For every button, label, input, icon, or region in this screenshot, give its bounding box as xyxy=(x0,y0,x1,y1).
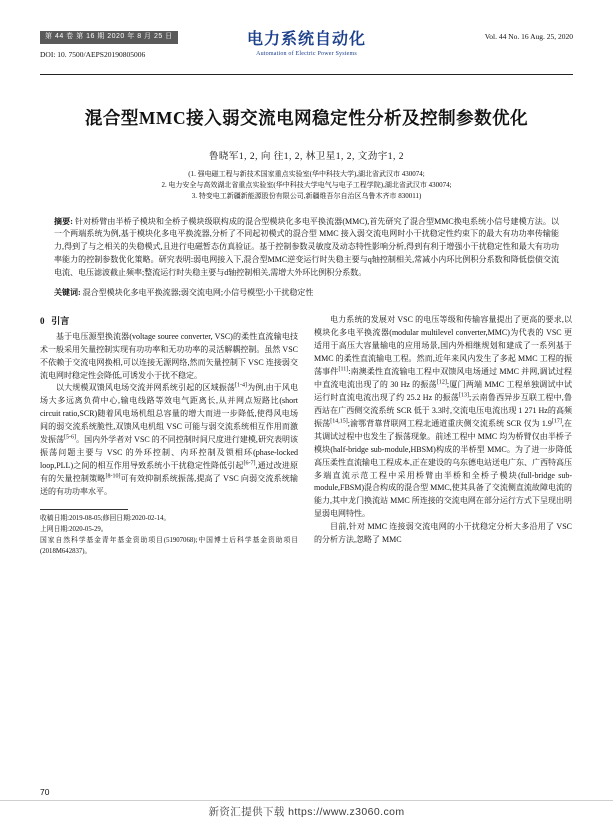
affiliation-line: 2. 电力安全与高效湖北省重点实验室(华中科技大学电气与电子工程学院),湖北省武汉市 430074; xyxy=(161,180,452,189)
paragraph: 电力系统的发展对 VSC 的电压等级和传输容量提出了更高的要求,以模块化多电平换流器(modular multilevel converter,MMC)为代表的 VSC 更适用于高压大容量输电的应用场景,国内外相继规划和建成了一系列基于 MMC 的柔性直流输电工程。然而,近年来风内发生了多起 MMC 工程的振荡事件[11]:南澳柔性直流输电工程中双馈风电场通过 MMC 并网,调试过程中直流电流出现了的 30 Hz 的振荡[12];厦门两端 MMC 工程单独调试中试运行时直流电流出现了约 25.2 Hz 的振荡[13];云南鲁西异步互联工程中,鲁西站在广西侧交流系统 SCR 低于 3.3时,交流电压电流出现 1 271 Hz的高频振荡[14,15];渝鄂背靠背联网工程北通道重庆侧交流系统 SCR 仅为 1.9[17],在其调试过程中也发生了振荡现象。前述工程中 MMC 均为桥臂仅由半桥子模块(half-bridge sub-module,HBSM)构成的半桥型 MMC。为了进一步降低高压柔性直流输电工程成本,正在建设的乌东德电站送电广东、广西特高压多端直流示范工程中采用桥臂由半桥和全桥子模块(full-bridge sub-module,FBSM)混合构成的混合型 MMC,使其具备了交流侧直流故障电流的能力,其中龙门换流站 MMC 所连接的交流电网在部分运行方式下呈现出明显弱电网特性。 xyxy=(314,315,573,519)
affiliation-line: (1. 强电磁工程与新技术国家重点实验室(华中科技大学),湖北省武汉市 430074; xyxy=(188,170,425,178)
header-left xyxy=(40,30,178,60)
affiliation-line: 3. 特变电工新疆新能源股份有限公司,新疆维吾尔自治区乌鲁木齐市 830011) xyxy=(191,191,422,200)
volume-info-en: Vol. 44 No. 16 Aug. 25, 2020 xyxy=(484,32,573,41)
journal-title-en: Automation of Electric Power Systems xyxy=(256,51,357,57)
header-divider xyxy=(40,74,573,75)
footnote-block xyxy=(40,509,298,558)
paragraph: 目前,针对 MMC 连接弱交流电网的小干扰稳定分析大多沿用了 VSC 的分析方法,忽略了 MMC xyxy=(314,522,572,545)
footer-divider xyxy=(0,800,613,801)
body-columns xyxy=(40,314,573,557)
footnote-divider xyxy=(40,509,128,510)
abstract-label: 摘要: xyxy=(54,216,73,226)
paragraph: 以大规模双馈风电场交流并网系统引起的区域振荡[1-4]为例,由于风电场大多远离负荷中心,输电线路等效电气距离长,从并网点短路比(short circuit ratio,SCR)随着风电场机组总容量的增大而进一步降低,使得风电场间的弱交流系统脆性,双馈风电机组 VSC 可能与弱交流系统相互作用而激发振荡[5-6]。国内外学者对 VSC 的不同控制时间尺度进行建模,研究表明该振荡问题主要与 VSC 的外环控制、内环控制及锁相环(phase-locked loop,PLL)之间的相互作用导致系统小干扰稳定性降低引起[6-7],通过改进原有的矢量控制策略[8-10]可有效抑制系统振荡,提高了 VSC 向弱交流系统输送的有功功率水平。 xyxy=(40,382,299,497)
page-header xyxy=(40,28,573,72)
volume-info-cn: 第 44 卷 第 16 期 2020 年 8 月 25 日 xyxy=(40,31,178,45)
keywords-text: 混合型模块化多电平换流器;弱交流电网;小信号模型;小干扰稳定性 xyxy=(82,288,314,298)
left-column xyxy=(40,314,298,557)
footnote-line: 收稿日期:2019-08-05;修回日期:2020-02-14。 xyxy=(40,515,171,523)
page-number: 70 xyxy=(40,787,50,797)
doi-text: DOI: 10. 7500/AEPS20190805006 xyxy=(40,50,146,59)
footnote-line: 上网日期:2020-05-29。 xyxy=(40,525,108,533)
right-column xyxy=(314,314,572,557)
page-title: 混合型MMC接入弱交流电网稳定性分析及控制参数优化 xyxy=(84,108,529,128)
abstract-block xyxy=(40,216,573,281)
abstract-text: 针对桥臂由半桥子模块和全桥子模块级联构成的混合型模块化多电平换流器(MMC),首先研究了混合型MMC换电系统小信号建模方法。以一个两端系统为例,基于模块化多电平换流器,分析了不同起初模式的混合型 MMC 接入弱交流电网时小干扰稳定性约束下的最大有功功率传输能力,得到了与之相关的失稳模式,且进行电磁暂态仿真验证。基于控制参数灵敏度及动态特性影响分析,得到有利于增强小干扰稳定性和最大有功功率能力的控制参数优化策略。研究表明:弱电网接入下,混合型MMC逆变运行时失稳主要与q轴控制相关,常减小内环比例积分系数和降低偿债交流电流、电压滤波截止频率;整流运行时失稳主要与d轴控制相关,需增大外环比例积分系数。 xyxy=(54,216,560,278)
section-title: 引言 xyxy=(51,316,70,327)
section-number: 0 xyxy=(40,316,45,327)
watermark-text: 新资汇提供下载 https://www.z3060.com xyxy=(208,806,405,818)
keywords-label: 关键词: xyxy=(54,288,81,298)
keywords-block xyxy=(40,287,573,300)
affiliations xyxy=(40,169,573,202)
footnote-line: 国家自然科学基金青年基金资助项目(51907068);中国博士后科学基金资助项目(2018M642837)。 xyxy=(40,536,298,555)
section-heading xyxy=(40,314,298,329)
journal-masthead xyxy=(247,26,366,57)
paragraph: 基于电压源型换流器(voltage souree converter, VSC)的柔性直流输电技术一般采用矢量控制实现有功功率和无功功率的灵活解耦控制。虽然 VSC 不依赖于交流电网换相,可以连接无源网络,然而矢量控制下 VSC 连接弱交流电网时稳定性会降低,可诱发小于扰不稳定。 xyxy=(40,331,298,380)
author-list: 鲁晓军1, 2, 向 往1, 2, 林卫星1, 2, 文劲宇1, 2 xyxy=(208,152,405,162)
journal-title-cn: 电力系统自动化 xyxy=(246,31,367,48)
